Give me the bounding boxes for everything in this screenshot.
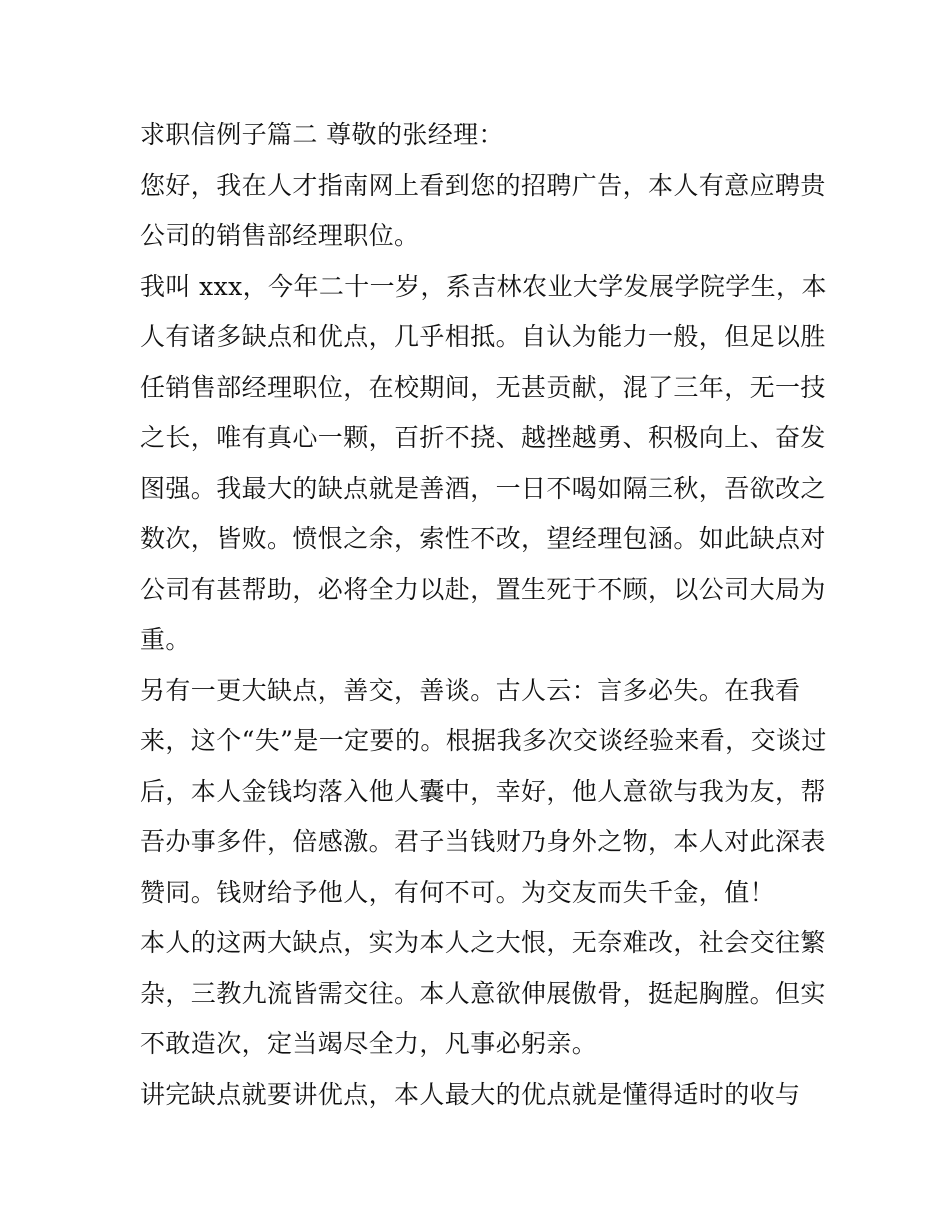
paragraph-summary-weakness bbox=[140, 918, 826, 1070]
letter-title: 求职信例子篇二 尊敬的张经理： bbox=[140, 120, 504, 149]
text-line: 重。 bbox=[140, 625, 191, 654]
text-line: 公司有甚帮助，必将全力以赴，置生死于不顾，以公司大局为 bbox=[140, 574, 826, 604]
text-line: 图强。我最大的缺点就是善酒，一日不喝如隔三秋，吾欲改之 bbox=[140, 473, 826, 503]
paragraph-second-weakness bbox=[140, 666, 827, 919]
text-line: 我叫 xxx，今年二十一岁，系吉林农业大学发展学院学生，本 bbox=[140, 271, 827, 301]
paragraph-greeting bbox=[140, 161, 826, 262]
letter-body bbox=[140, 110, 827, 1120]
text-line: 不敢造次，定当竭尽全力，凡事必躬亲。 bbox=[140, 1029, 598, 1058]
paragraph-strengths bbox=[140, 1070, 820, 1121]
text-line: 任销售部经理职位，在校期间，无甚贡献，混了三年，无一技 bbox=[140, 372, 826, 402]
text-line: 您好，我在人才指南网上看到您的招聘广告，本人有意应聘贵 bbox=[140, 170, 826, 200]
text-line: 本人的这两大缺点，实为本人之大恨，无奈难改，社会交往繁 bbox=[140, 928, 826, 957]
text-line: 讲完缺点就要讲优点，本人最大的优点就是懂得适时的收与 bbox=[140, 1079, 801, 1109]
text-line: 另有一更大缺点，善交，善谈。古人云：言多必失。在我看 bbox=[140, 675, 801, 705]
text-line: 公司的销售部经理职位。 bbox=[140, 221, 420, 250]
text-line: 来，这个“失”是一定要的。根据我多次交谈经验来看，交谈过 bbox=[140, 726, 827, 755]
text-line: 赞同。钱财给予他人，有何不可。为交友而失千金，值！ bbox=[140, 877, 776, 907]
paragraph-self-intro bbox=[140, 262, 827, 666]
text-line: 杂，三教九流皆需交往。本人意欲伸展傲骨，挺起胸膛。但实 bbox=[140, 978, 826, 1008]
text-line: 数次，皆败。愤恨之余，索性不改，望经理包涵。如此缺点对 bbox=[140, 524, 826, 553]
text-line: 人有诸多缺点和优点，几乎相抵。自认为能力一般，但足以胜 bbox=[140, 322, 826, 351]
text-line: 之长，唯有真心一颗，百折不挠、越挫越勇、积极向上、奋发 bbox=[140, 423, 826, 452]
text-line: 吾办事多件，倍感激。君子当钱财乃身外之物，本人对此深表 bbox=[140, 827, 826, 856]
text-line: 后，本人金钱均落入他人囊中，幸好，他人意欲与我为友，帮 bbox=[140, 776, 826, 806]
